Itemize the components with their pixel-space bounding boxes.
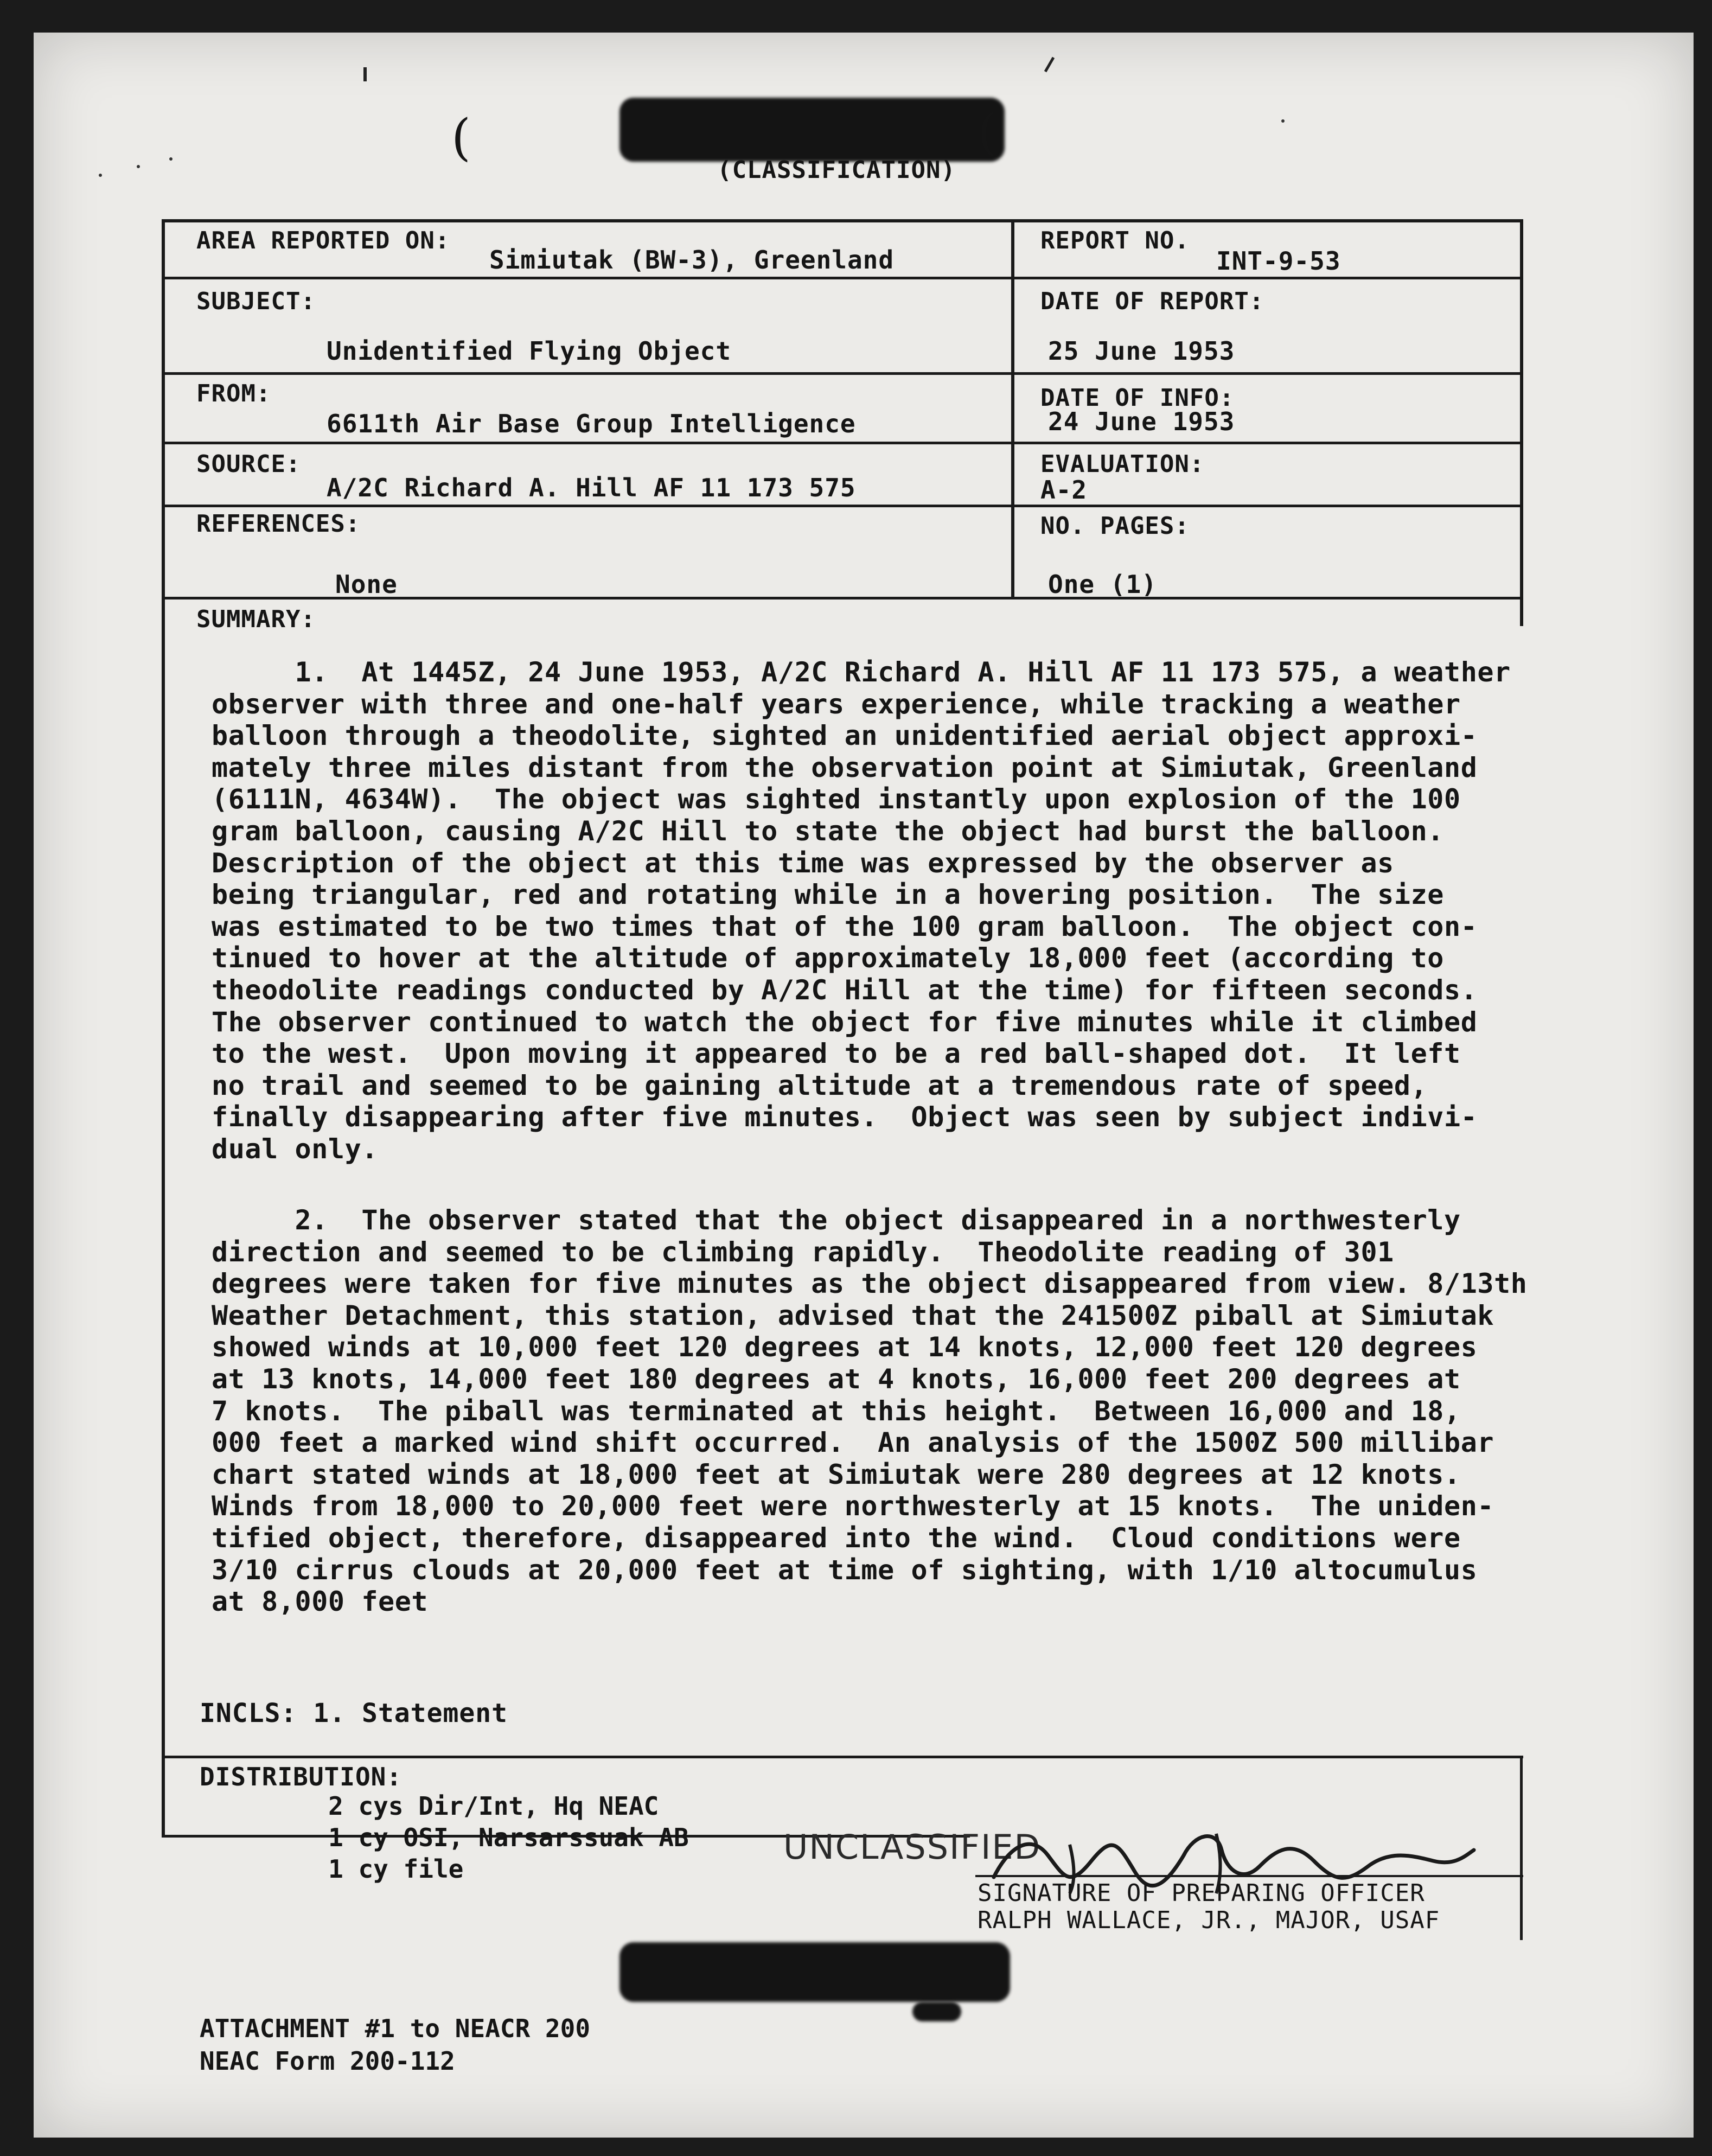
tick-mark — [363, 67, 367, 81]
report-no-label: REPORT NO. — [1040, 227, 1190, 254]
date-of-info-label: DATE OF INFO: — [1040, 384, 1235, 412]
form-border-left — [162, 219, 165, 1836]
form-row-divider — [162, 1756, 1523, 1758]
tick-mark — [1044, 57, 1055, 72]
summary-paragraph-1: 1. At 1445Z, 24 June 1953, A/2C Richard A. Hill AF 11 173 575, a weather observer with three and one-half years experience, while tracking a weather balloon through a theodolite, sighted an unidentified aerial object approxi- mately three miles distant from the observation point at Simiutak, Greenland (6111N, 4634W). The object was sighted instantly upon explosion of the 100 gram balloon, causing A/2C Hill to state the object had burst the balloon. Description of the object at this time was expressed by the observer as being triangular, red and rotating while in a hovering position. The size was estimated to be two times that of the 100 gram balloon. The object con- tinued to hover at the altitude of approximately 18,000 feet (according to theodolite readings conducted by A/2C Hill at the time) for fifteen seconds. The observer continued to watch the object for five minutes while it climbed to the west. Upon moving it appeared to be a red ball-shaped dot. It left no trail and seemed to be gaining altitude at a tremendous rate of speed, finally disappearing after five minutes. Object was seen by subject indivi- dual only. — [212, 656, 1511, 1165]
redaction-bottom — [619, 1942, 1010, 2002]
form-border-top — [162, 219, 1523, 222]
date-of-report-label: DATE OF REPORT: — [1040, 288, 1264, 315]
distribution-list: 2 cys Dir/Int, Hq NEAC 1 cy OSI, Narsarssuak AB 1 cy file — [328, 1791, 689, 1884]
speck — [169, 157, 173, 161]
from-label: FROM: — [196, 380, 271, 407]
references-label: REFERENCES: — [196, 510, 361, 538]
distribution-label: DISTRIBUTION: — [200, 1762, 403, 1791]
classification-caption: (CLASSIFICATION) — [717, 156, 956, 184]
form-row-divider — [162, 442, 1523, 444]
subject-value: Unidentified Flying Object — [327, 336, 732, 366]
officer-name: RALPH WALLACE, JR., MAJOR, USAF — [978, 1906, 1440, 1934]
speck — [1281, 119, 1285, 123]
speck — [137, 165, 140, 168]
redaction-bottom-small — [912, 2002, 961, 2021]
area-reported-on-value: Simiutak (BW-3), Greenland — [489, 245, 895, 275]
report-no-value: INT-9-53 — [1216, 246, 1341, 276]
evaluation-label: EVALUATION: — [1040, 450, 1205, 478]
inclosures: INCLS: 1. Statement — [200, 1698, 508, 1728]
references-value: None — [335, 570, 398, 599]
form-row-divider — [162, 372, 1523, 375]
subject-label: SUBJECT: — [196, 288, 316, 315]
redaction-top — [619, 98, 1005, 162]
date-of-info-value: 24 June 1953 — [1048, 407, 1235, 436]
form-border-right — [1520, 219, 1523, 626]
date-of-report-value: 25 June 1953 — [1048, 336, 1235, 366]
attachment-line: ATTACHMENT #1 to NEACR 200 — [200, 2014, 591, 2043]
summary-label: SUMMARY: — [196, 605, 316, 633]
from-value: 6611th Air Base Group Intelligence — [327, 409, 856, 438]
source-value: A/2C Richard A. Hill AF 11 173 575 — [327, 473, 856, 502]
form-row-divider — [162, 277, 1523, 279]
no-pages-label: NO. PAGES: — [1040, 512, 1190, 540]
form-number: NEAC Form 200-112 — [200, 2046, 455, 2076]
signature-caption: SIGNATURE OF PREPARING OFFICER — [978, 1879, 1425, 1907]
unclassified-stamp: UNCLASSIFIED — [783, 1827, 1042, 1867]
source-label: SOURCE: — [196, 450, 301, 478]
speck — [99, 174, 102, 177]
form-column-divider — [1011, 219, 1014, 599]
signature-box-right — [1520, 1756, 1523, 1940]
evaluation-value: A-2 — [1040, 475, 1088, 505]
signature-rule — [975, 1875, 1523, 1877]
no-pages-value: One (1) — [1048, 570, 1157, 599]
area-reported-on-label: AREA REPORTED ON: — [196, 227, 450, 254]
form-row-divider — [162, 505, 1523, 507]
left-paren-mark: ( — [451, 109, 471, 167]
summary-paragraph-2: 2. The observer stated that the object disappeared in a northwesterly direction and seemed to be climbing rapidly. Theodolite reading of 301 degrees were taken for five minutes as the object disappeared from view. 8/13th Weather Detachment, this station, advised that the 241500Z piball at Simiutak showed winds at 10,000 feet 120 degrees at 14 knots, 12,000 feet 120 degrees at 13 knots, 14,000 feet 180 degrees at 4 knots, 16,000 feet 200 degrees at 7 knots. The piball was terminated at this height. Between 16,000 and 18, 000 feet a marked wind shift occurred. An analysis of the 1500Z 500 millibar chart stated winds at 18,000 feet at Simiutak were 280 degrees at 12 knots. Winds from 18,000 to 20,000 feet were northwesterly at 15 knots. The uniden- tified object, therefore, disappeared into the wind. Cloud conditions were 3/10 cirrus clouds at 20,000 feet at time of sighting, with 1/10 altocumulus at 8,000 feet — [212, 1204, 1528, 1618]
document-page — [34, 33, 1694, 2138]
right-paren-mark: ( — [978, 103, 997, 161]
